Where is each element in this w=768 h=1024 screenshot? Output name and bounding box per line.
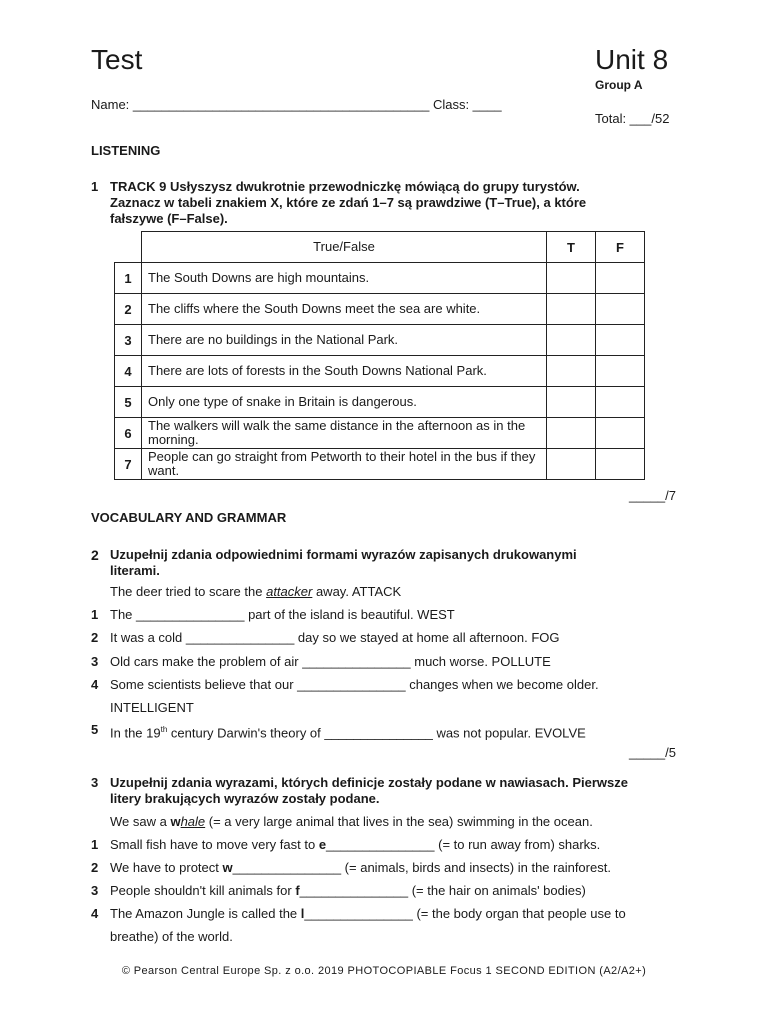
task2-number: 2 xyxy=(91,547,99,563)
item-number: 5 xyxy=(91,722,99,737)
task3-item xyxy=(110,906,626,922)
col-f-header: F xyxy=(596,232,645,263)
task3-instruction xyxy=(110,775,628,807)
vocab-score: _____/5 xyxy=(629,745,676,760)
false-checkbox[interactable] xyxy=(596,263,645,294)
item-number: 2 xyxy=(91,630,99,645)
task1-instruction-line3: fałszywe (F–False). xyxy=(110,211,228,226)
first-letter: f xyxy=(295,883,300,898)
footer-copyright: © Pearson Central Europe Sp. z o.o. 2019 PHOTOCOPIABLE Focus 1 SECOND EDITION (A2/A2+) xyxy=(121,965,647,977)
item-number: 3 xyxy=(91,883,99,898)
task1-instruction-line2: Zaznacz w tabeli znakiem X, które ze zdań 1–7 są prawdziwe (T–True), a które xyxy=(110,195,587,210)
name-class-line: Name: _________________________________________ Class: ____ xyxy=(91,97,502,112)
example-answer: hale xyxy=(180,814,206,829)
task2-item: It was a cold _______________ day so we stayed at home all afternoon. FOG xyxy=(110,630,560,645)
task2-instruction-line1: Uzupełnij zdania odpowiednimi formami wyrazów zapisanych drukowanymi xyxy=(110,547,577,562)
table-row xyxy=(115,418,645,449)
false-checkbox[interactable] xyxy=(596,356,645,387)
table-row xyxy=(115,449,645,480)
row-number: 1 xyxy=(115,263,142,294)
row-statement: The South Downs are high mountains. xyxy=(142,263,547,294)
item-text: Small fish have to move very fast to xyxy=(110,837,319,852)
false-checkbox[interactable] xyxy=(596,449,645,480)
vocab-heading: VOCABULARY AND GRAMMAR xyxy=(91,510,287,525)
table-row xyxy=(115,294,645,325)
item-text-end: _______________ (= to run away from) sharks. xyxy=(326,837,601,852)
table-row xyxy=(115,387,645,418)
example-answer: attacker xyxy=(266,584,313,599)
item-number: 1 xyxy=(91,837,99,852)
false-checkbox[interactable] xyxy=(596,387,645,418)
row-statement: People can go straight from Petworth to their hotel in the bus if they want. xyxy=(142,449,547,480)
row-statement: Only one type of snake in Britain is dangerous. xyxy=(142,387,547,418)
task3-item xyxy=(110,860,611,876)
task2-item-continuation: INTELLIGENT xyxy=(110,700,194,715)
true-checkbox[interactable] xyxy=(547,418,596,449)
example-text: We saw a xyxy=(110,814,171,829)
row-statement: There are lots of forests in the South Downs National Park. xyxy=(142,356,547,387)
table-header-label: True/False xyxy=(142,232,547,263)
superscript: th xyxy=(160,725,168,734)
item-number: 2 xyxy=(91,860,99,875)
true-false-table xyxy=(114,231,645,480)
task3-item xyxy=(110,883,586,899)
row-statement: The cliffs where the South Downs meet the sea are white. xyxy=(142,294,547,325)
example-text-end: (= a very large animal that lives in the sea) swimming in the ocean. xyxy=(205,814,593,829)
task3-instruction-line1: Uzupełnij zdania wyrazami, których definicje zostały podane w nawiasach. Pierwsze xyxy=(110,775,628,790)
task2-example xyxy=(110,584,401,600)
task3-instruction-line2: litery brakujących wyrazów zostały podane. xyxy=(110,791,380,806)
task2-item: Some scientists believe that our _______________ changes when we become older. xyxy=(110,677,599,692)
task1-instruction-line1: TRACK 9 Usłyszysz dwukrotnie przewodniczkę mówiącą do grupy turystów. xyxy=(110,179,580,194)
item-text: People shouldn't kill animals for xyxy=(110,883,296,898)
true-checkbox[interactable] xyxy=(547,387,596,418)
first-letter: l xyxy=(300,906,305,921)
row-statement: The walkers will walk the same distance in the afternoon as in the morning. xyxy=(142,418,547,449)
item-number: 3 xyxy=(91,654,99,669)
false-checkbox[interactable] xyxy=(596,325,645,356)
row-number: 6 xyxy=(115,418,142,449)
item-text-end: _______________ (= the hair on animals' bodies) xyxy=(299,883,586,898)
task1-instruction xyxy=(110,179,586,227)
row-number: 2 xyxy=(115,294,142,325)
col-t-header: T xyxy=(547,232,596,263)
table-row xyxy=(115,356,645,387)
table-header-row xyxy=(115,232,645,263)
row-number: 3 xyxy=(115,325,142,356)
task3-number: 3 xyxy=(91,775,99,790)
item-number: 1 xyxy=(91,607,99,622)
task1-number: 1 xyxy=(91,179,99,194)
true-checkbox[interactable] xyxy=(547,263,596,294)
listening-heading: LISTENING xyxy=(91,143,161,158)
listening-score: _____/7 xyxy=(629,488,676,503)
first-letter: w xyxy=(222,860,233,875)
false-checkbox[interactable] xyxy=(596,418,645,449)
item-number: 4 xyxy=(91,677,99,692)
task3-item xyxy=(110,837,600,853)
false-checkbox[interactable] xyxy=(596,294,645,325)
item-text-end: _______________ (= animals, birds and insects) in the rainforest. xyxy=(232,860,611,875)
task2-item: The _______________ part of the island is beautiful. WEST xyxy=(110,607,455,622)
table-row xyxy=(115,325,645,356)
example-text-end: away. ATTACK xyxy=(312,584,402,599)
total-score: Total: ___/52 xyxy=(595,111,670,126)
true-checkbox[interactable] xyxy=(547,356,596,387)
item-text-end: century Darwin's theory of _______________ was not popular. EVOLVE xyxy=(167,725,586,741)
row-number: 4 xyxy=(115,356,142,387)
task3-item-continuation: breathe) of the world. xyxy=(110,929,233,944)
true-checkbox[interactable] xyxy=(547,294,596,325)
task2-item xyxy=(110,722,586,741)
example-text: The deer tried to scare the xyxy=(110,584,267,599)
first-letter: e xyxy=(318,837,327,852)
true-checkbox[interactable] xyxy=(547,449,596,480)
item-text-end: _______________ (= the body organ that people use to xyxy=(304,906,626,921)
task3-example xyxy=(110,814,593,830)
group-label: Group A xyxy=(595,78,643,92)
example-letter: w xyxy=(170,814,181,829)
row-number: 5 xyxy=(115,387,142,418)
table-row xyxy=(115,263,645,294)
row-statement: There are no buildings in the National Park. xyxy=(142,325,547,356)
true-checkbox[interactable] xyxy=(547,325,596,356)
task2-item: Old cars make the problem of air _______________ much worse. POLLUTE xyxy=(110,654,551,669)
item-text: In the 19 xyxy=(110,725,161,741)
page-title: Test xyxy=(91,44,143,75)
unit-title: Unit 8 xyxy=(595,44,669,75)
row-number: 7 xyxy=(115,449,142,480)
item-text: We have to protect xyxy=(110,860,223,875)
item-number: 4 xyxy=(91,906,99,921)
task2-instruction-line2: literami. xyxy=(110,563,160,578)
item-text: The Amazon Jungle is called the xyxy=(110,906,301,921)
task2-instruction xyxy=(110,547,577,579)
